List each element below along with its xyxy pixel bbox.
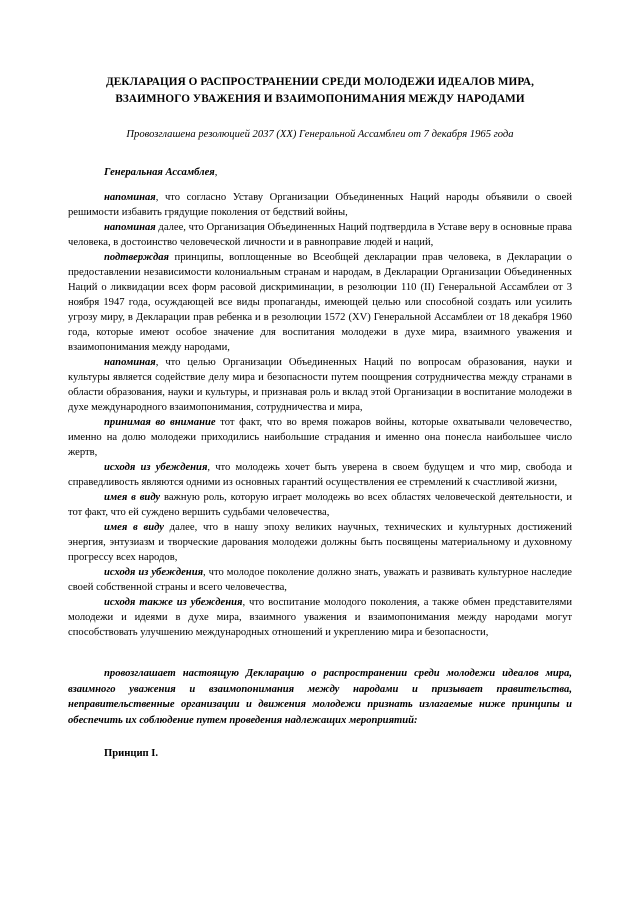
- preamble-body: , что молодежь хочет быть уверена в своем будущем и что мир, свобода и справедливость являются одними из основных гарантий осуществления ее стремлений к счастливой жизни,: [68, 462, 572, 489]
- preamble-paragraph: [68, 355, 572, 415]
- preamble-lead: напоминая: [104, 191, 156, 203]
- preamble-paragraph: [68, 415, 572, 460]
- principle-heading: Принцип I.: [104, 748, 159, 760]
- document-content: [68, 0, 572, 762]
- preamble-body: тот факт, что во время пожаров войны, которые охватывали человечество, именно на долю молодежи приходились наибольшие страдания и именно она понесла наибольшее число жертв,: [68, 416, 572, 459]
- preamble-body: далее, что в нашу эпоху великих научных, технических и культурных достижений энергия, энтузиазм и творческие дарования молодежи должны быть посвящены материальному и духовному прогрессу всех народов,: [68, 522, 572, 564]
- preamble-lead: имея в виду: [104, 522, 164, 534]
- preamble-lead: напоминая: [104, 221, 156, 233]
- preamble-lead: исходя из убеждения: [104, 567, 204, 579]
- document-subtitle: Провозглашена резолюцией 2037 (XX) Генеральной Ассамблеи от 7 декабря 1965 года: [126, 128, 514, 140]
- preamble-paragraph: [68, 520, 572, 565]
- preamble-lead: подтверждая: [104, 251, 169, 263]
- salutation: [68, 143, 572, 181]
- preamble-paragraph: [68, 220, 572, 250]
- preamble-body: , что воспитание молодого поколения, а также обмен представителями молодежи и идеями в духе мира, взаимного уважения и взаимопонимания между народами могут способствовать улучшению международных отношений и укреплению мира и безопасности,: [68, 597, 572, 639]
- preamble-paragraph: [68, 460, 572, 490]
- preamble-body: принципы, воплощенные во Всеобщей декларации прав человека, в Декларации о предоставлении независимости колониальным странам и народам, в Декларации Организации Объединенных Наций о ликвидации всех форм расовой дискриминации, в резолюции 110 (II) Генеральной Ассамблеи от 3 ноября 1947 года, осуждающей все виды пропаганды, имеющей целью или способной создать или усилить угрозу миру, в Декларации прав ребенка и в резолюции 1572 (XV) Генеральной Ассамблеи от 18 декабря 1960 года, которые имеют особое значение для воспитания молодежи в духе мира, взаимного уважения и взаимопонимания между народами,: [68, 251, 572, 353]
- salutation-emphasis: Генеральная Ассамблея: [104, 166, 215, 178]
- page-title: [68, 0, 572, 109]
- preamble-body: , что согласно Уставу Организации Объединенных Наций народы объявили о своей решимости избавить грядущие поколения от бедствий войны,: [68, 191, 572, 218]
- preamble-body: , что молодое поколение должно знать, уважать и развивать культурное наследие своей собственной страны и всего человечества,: [68, 567, 572, 594]
- preamble-paragraph: [68, 181, 572, 220]
- preamble-lead: исходя из убеждения: [104, 462, 208, 474]
- preamble-paragraph: [68, 250, 572, 355]
- preamble-body: , что целью Организации Объединенных Наций по вопросам образования, науки и культуры является содействие делу мира и безопасности путем поощрения сотрудничества между странами в области образования, науки и культуры, и признавая роль и вклад этой Организации в воспитание молодежи в духе международного взаимопонимания, сотрудничества и мира,: [68, 356, 572, 413]
- preamble-body: важную роль, которую играет молодежь во всех областях человеческой деятельности, и тот факт, что ей суждено вершить судьбами человечества,: [68, 492, 573, 519]
- preamble-lead: исходя также из убеждения: [104, 597, 243, 609]
- preamble-paragraph: [68, 595, 572, 640]
- preamble-lead: имея в виду: [104, 492, 161, 504]
- preamble-paragraph: [68, 490, 572, 520]
- page-title-line-2: ВЗАИМНОГО УВАЖЕНИЯ И ВЗАИМОПОНИМАНИЯ МЕЖДУ НАРОДАМИ: [115, 93, 525, 106]
- page-title-line-1: ДЕКЛАРАЦИЯ О РАСПРОСТРАНЕНИИ СРЕДИ МОЛОДЕЖИ ИДЕАЛОВ МИРА,: [106, 76, 534, 88]
- preamble-paragraph: [68, 565, 572, 595]
- proclamation-paragraph: провозглашает настоящую Декларацию о распространении среди молодежи идеалов мира, взаимного уважения и взаимопонимания между народами и призывает правительства, неправительственные организации и движения молодежи признать излагаемые ниже принципы и обеспечить их соблюдение путем проведения надлежащих мероприятий:: [68, 668, 572, 726]
- salutation-trailing: ,: [214, 166, 218, 178]
- preamble-lead: принимая во внимание: [104, 416, 216, 428]
- preamble-body: далее, что Организация Объединенных Наций подтвердила в Уставе веру в основные права человека, в достоинство человеческой личности и в равноправие людей и наций,: [68, 221, 572, 248]
- preamble-lead: напоминая: [104, 356, 156, 368]
